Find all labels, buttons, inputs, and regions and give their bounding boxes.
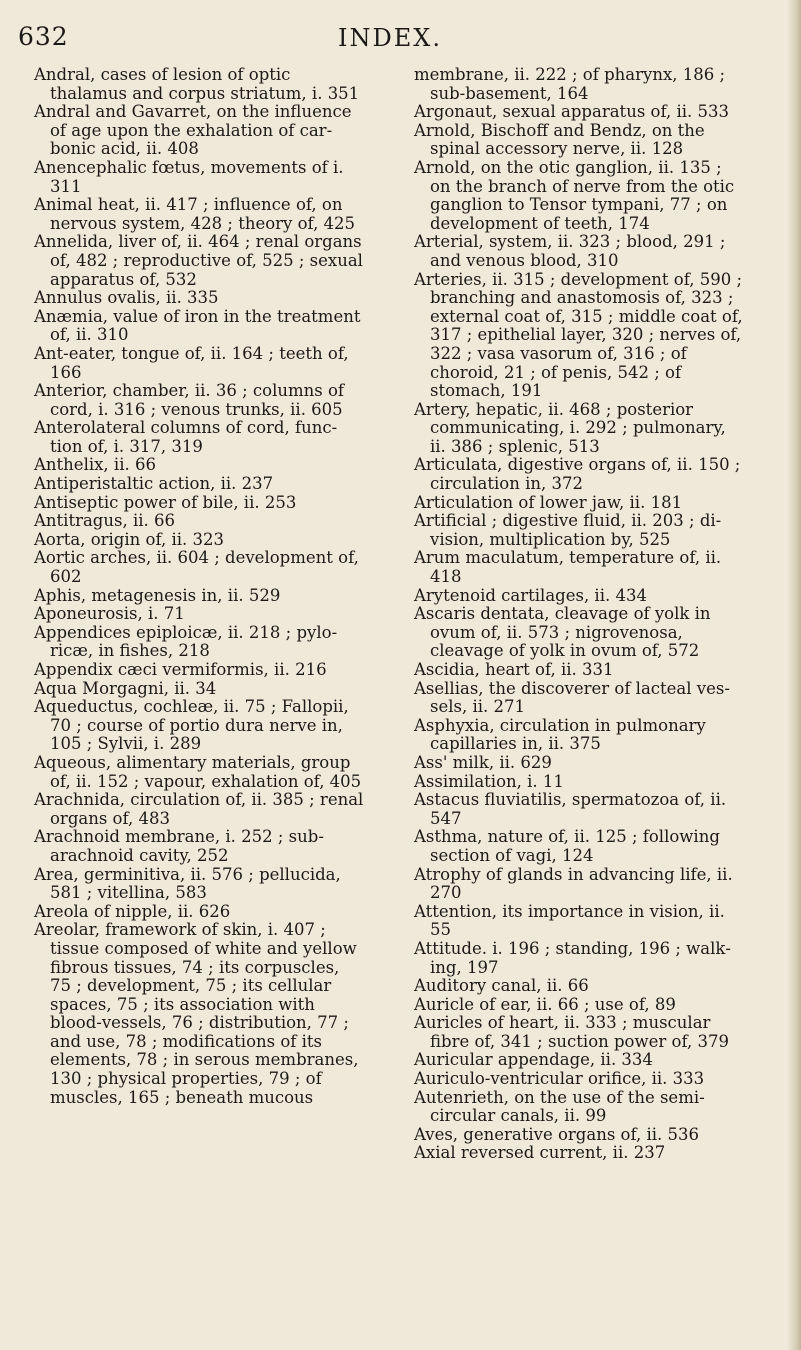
index-entry: Attention, its importance in vision, ii. 55 bbox=[414, 901, 725, 940]
index-entry: Axial reversed current, ii. 237 bbox=[414, 1143, 666, 1163]
index-entry: Arterial, system, ii. 323 ; blood, 291 ; and venous blood, 310 bbox=[414, 232, 726, 270]
index-entry: Anthelix, ii. 66 bbox=[34, 455, 156, 475]
index-entry: Aves, generative organs of, ii. 536 bbox=[414, 1124, 700, 1144]
index-entry: Arnold, Bischoff and Bendz, on the spinal accessory nerve, ii. 128 bbox=[414, 120, 705, 159]
index-entry: Animal heat, ii. 417 ; influence of, on nervous system, 428 ; theory of, 425 bbox=[34, 195, 356, 233]
index-entry: Assimilation, i. 11 bbox=[414, 771, 564, 791]
index-entry: Aphis, metagenesis in, ii. 529 bbox=[34, 585, 281, 605]
index-entry: Aponeurosis, i. 71 bbox=[34, 604, 185, 624]
index-entry: Articulata, digestive organs of, ii. 150 ; circulation in, 372 bbox=[414, 455, 741, 494]
index-entry: Ascaris dentata, cleavage of yolk in ovum of, ii. 573 ; nigrovenosa, cleavage of yolk in ovum of, 572 bbox=[414, 604, 711, 661]
index-entry: Ass' milk, ii. 629 bbox=[414, 752, 552, 772]
index-entry: Antiperistaltic action, ii. 237 bbox=[34, 474, 274, 494]
index-entry: Arachnida, circulation of, ii. 385 ; renal organs of, 483 bbox=[34, 790, 364, 828]
index-entry: Attitude. i. 196 ; standing, 196 ; walking, 197 bbox=[414, 938, 731, 977]
index-entry: Arum maculatum, temperature of, ii. 418 bbox=[414, 548, 722, 587]
index-entry: Auricles of heart, ii. 333 ; muscular fibre of, 341 ; suction power of, 379 bbox=[414, 1013, 729, 1051]
index-entry: Articulation of lower jaw, ii. 181 bbox=[414, 492, 683, 512]
index-entry: Aqua Morgagni, ii. 34 bbox=[34, 678, 217, 698]
index-entry: Arytenoid cartilages, ii. 434 bbox=[414, 585, 647, 605]
index-entry: Arnold, on the otic ganglion, ii. 135 ; on the branch of nerve from the otic ganglion to Tensor tympani, 77 ; on development of teeth, 174 bbox=[414, 157, 735, 233]
index-entry: Area, germinitiva, ii. 576 ; pellucida, 581 ; vitellina, 583 bbox=[34, 864, 341, 903]
index-entry: Aorta, origin of, ii. 323 bbox=[34, 529, 224, 549]
index-entry: Anencephalic fœtus, movements of i. 311 bbox=[34, 157, 344, 196]
index-entry: Artificial ; digestive fluid, ii. 203 ; division, multiplication by, 525 bbox=[414, 511, 722, 549]
index-entry: Atrophy of glands in advancing life, ii. 270 bbox=[414, 864, 733, 903]
index-entry: Anterior, chamber, ii. 36 ; columns of cord, i. 316 ; venous trunks, ii. 605 bbox=[34, 381, 345, 419]
index-entry: Astacus fluviatilis, spermatozoa of, ii. 547 bbox=[414, 790, 727, 828]
index-entry: Annelida, liver of, ii. 464 ; renal organs of, 482 ; reproductive of, 525 ; sexual apparatus of, 532 bbox=[34, 232, 363, 289]
index-entry: Anæmia, value of iron in the treatment of, ii. 310 bbox=[34, 306, 361, 345]
index-entry: Arteries, ii. 315 ; development of, 590 ; branching and anastomosis of, 323 ; external coat of, 315 ; middle coat of, 317 ; epithelial layer, 320 ; nerves of, 322 ; vasa vasorum of, 316 ; of choroid, 21 ; of penis, 542 ; of stomach, 191 bbox=[414, 269, 743, 401]
index-entry: Andral and Gavarret, on the influence of age upon the exhalation of carbonic acid, ii. 408 bbox=[34, 102, 352, 159]
left-column bbox=[34, 66, 364, 1107]
index-entry: Arachnoid membrane, i. 252 ; subarachnoid cavity, 252 bbox=[34, 827, 324, 865]
index-entry: Aqueous, alimentary materials, group of, ii. 152 ; vapour, exhalation of, 405 bbox=[34, 752, 362, 791]
index-entry: Antiseptic power of bile, ii. 253 bbox=[34, 492, 297, 512]
index-entry: membrane, ii. 222 ; of pharynx, 186 ; sub-basement, 164 bbox=[414, 65, 726, 103]
index-entry: Aqueductus, cochleæ, ii. 75 ; Fallopii, 70 ; course of portio dura nerve in, 105 ; Sylvii, i. 289 bbox=[34, 697, 349, 754]
index-entry: Autenrieth, on the use of the semicircular canals, ii. 99 bbox=[414, 1087, 705, 1126]
index-entry: Andral, cases of lesion of optic thalamus and corpus striatum, i. 351 bbox=[34, 65, 360, 103]
page-number: 632 bbox=[18, 22, 69, 51]
index-entry: Artery, hepatic, ii. 468 ; posterior communicating, i. 292 ; pulmonary, ii. 386 ; splenic, 513 bbox=[414, 399, 726, 456]
index-entry: Appendices epiploicæ, ii. 218 ; pyloricæ, in fishes, 218 bbox=[34, 622, 338, 661]
index-entry: Auditory canal, ii. 66 bbox=[414, 976, 589, 996]
index-entry: Antitragus, ii. 66 bbox=[34, 511, 175, 531]
index-entry: Ant-eater, tongue of, ii. 164 ; teeth of, 166 bbox=[34, 343, 349, 382]
index-entry: Aortic arches, ii. 604 ; development of, 602 bbox=[34, 548, 359, 587]
index-entry: Appendix cæci vermiformis, ii. 216 bbox=[34, 660, 327, 679]
index-entry: Areolar, framework of skin, i. 407 ; tissue composed of white and yellow fibrous tissues, 74 ; its corpuscles, 75 ; development, 75 ; its cellular spaces, 75 ; its association with blood-vessels, 76 ; distribution, 77 ; and use, 78 ; modifications of its elements, 78 ; in serous membranes, 130 ; physical properties, 79 ; of muscles, 165 ; beneath mucous bbox=[34, 920, 359, 1107]
index-entry: Ascidia, heart of, ii. 331 bbox=[414, 660, 614, 679]
index-entry: Asellias, the discoverer of lacteal vessels, ii. 271 bbox=[414, 678, 730, 717]
index-entry: Auricle of ear, ii. 66 ; use of, 89 bbox=[414, 994, 676, 1014]
page-edge-shadow bbox=[787, 0, 801, 1350]
index-entry: Annulus ovalis, ii. 335 bbox=[34, 288, 219, 308]
running-head: INDEX. bbox=[338, 24, 442, 52]
index-entry: Asphyxia, circulation in pulmonary capillaries in, ii. 375 bbox=[414, 715, 706, 754]
index-entry: Auriculo-ventricular orifice, ii. 333 bbox=[414, 1069, 705, 1089]
index-entry: Anterolateral columns of cord, function of, i. 317, 319 bbox=[34, 418, 338, 456]
index-entry: Asthma, nature of, ii. 125 ; following section of vagi, 124 bbox=[414, 827, 720, 865]
index-entry: Auricular appendage, ii. 334 bbox=[414, 1050, 653, 1070]
index-entry: Argonaut, sexual apparatus of, ii. 533 bbox=[414, 102, 730, 122]
index-entry: Areola of nipple, ii. 626 bbox=[34, 901, 231, 921]
right-column bbox=[414, 66, 744, 1163]
